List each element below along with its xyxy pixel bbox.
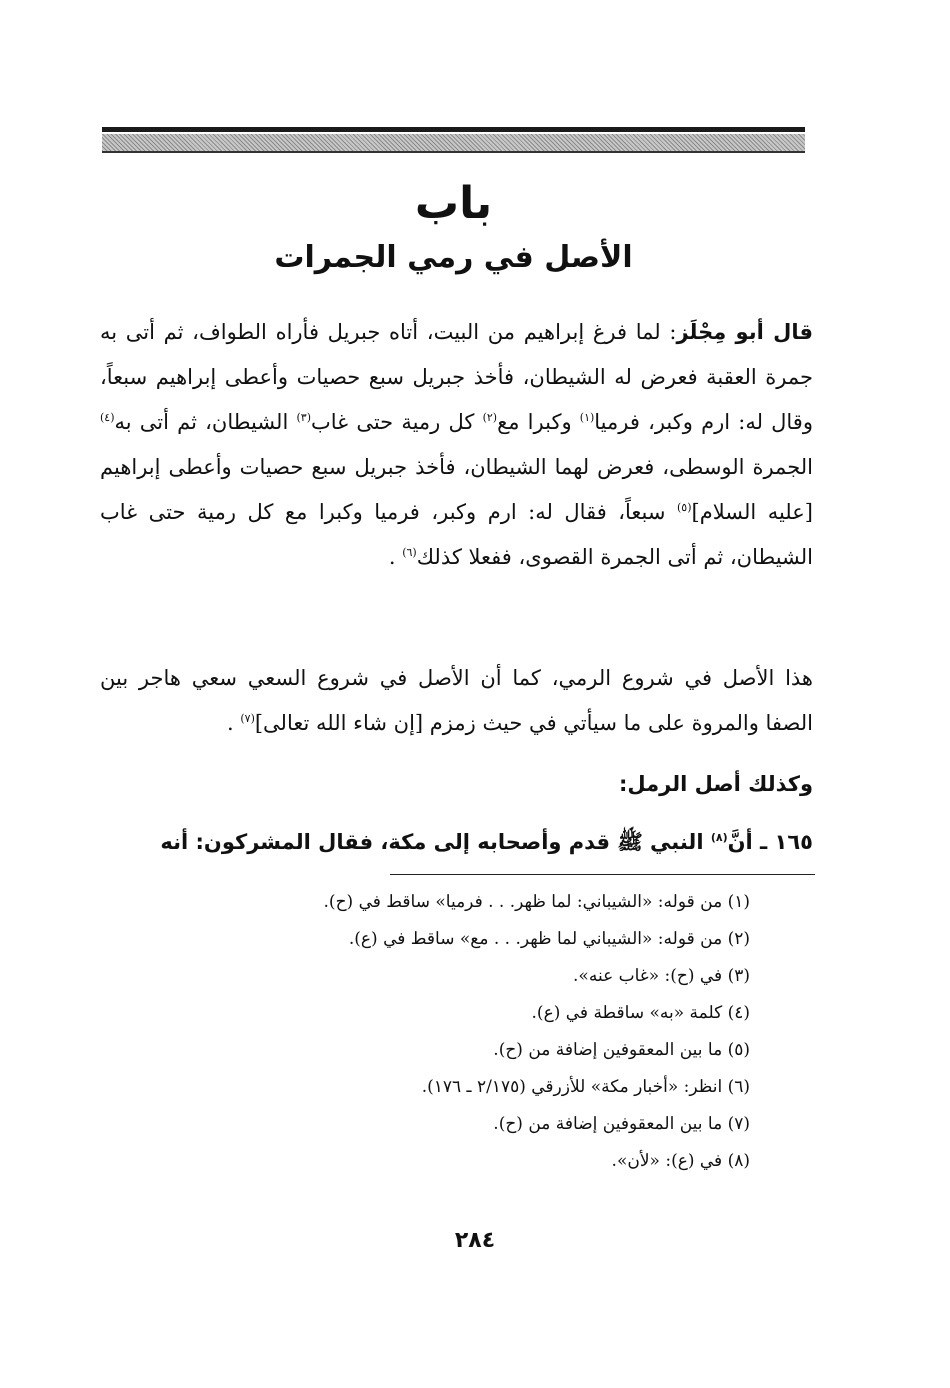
narration-text: . [388,545,403,569]
footnote-item: (٧) ما بين المعقوفين إضافة من (ح). [493,1114,750,1134]
footnote-item: (٦) انظر: «أخبار مكة» للأزرقي (٢/١٧٥ ـ ١٧٦). [421,1077,750,1097]
narration-text: كل رمية حتى غاب [310,410,483,434]
chapter-title: الأصل في رمي الجمرات [274,240,633,275]
commentary-paragraph [100,656,813,746]
footnote-item: (١) من قوله: «الشيباني: لما ظهر. . . فرميا» ساقط في (ح). [323,892,750,912]
footnote-divider [390,874,815,875]
section-intro: وكذلك أصل الرمل: [619,772,813,796]
narrator-name: قال أبو مِجْلَز [676,320,813,344]
footnote-ref: (٣) [296,411,311,424]
footnote-ref: (١) [579,411,595,424]
commentary-text: . [226,711,241,735]
page-number: ٢٨٤ [454,1228,496,1253]
footnote-item: (٤) كلمة «به» ساقطة في (ع). [531,1003,750,1023]
hadith-paragraph [100,820,813,865]
commentary-text: هذا الأصل في شروع الرمي، كما أن الأصل في شروع السعي سعي هاجر بين الصفا والمروة على ما سيأتي في حيث زمزم [إن شاء الله تعالى] [100,666,813,735]
footnote-item: (٨) في (ع): «لأن». [611,1151,750,1171]
narration-text: الشيطان، ثم أتى به [114,410,297,434]
footnote-ref: (٤) [100,411,115,424]
footnote-ref: (٨) [710,831,728,844]
hadith-text: ١٦٥ ـ أنَّ [727,830,813,854]
header-rule-line [102,127,805,132]
chapter-label: باب [414,178,493,229]
hadith-text: النبي ﷺ قدم وأصحابه إلى مكة، فقال المشركون: أنه [160,830,711,854]
footnote-ref: (٧) [240,712,255,725]
narration-text: : لما فرغ إبراهيم من البيت، أتاه جبريل فأراه الطواف، ثم أتى به جمرة العقبة فعرض له الشيطان، فأخذ جبريل سبع حصيات وأعطى إبراهيم سبعاً، وقال له: ارم وكبر، فرميا [100,320,813,434]
header-rule-band [102,134,805,153]
footnotes-list [250,884,750,1180]
narration-text: وكبرا مع [497,410,580,434]
narration-text: الجمرة الوسطى، فعرض لهما الشيطان، فأخذ جبريل سبع حصيات وأعطى إبراهيم [عليه السلام] [100,455,813,524]
footnote-item: (٢) من قوله: «الشيباني لما ظهر. . . مع» ساقط في (ع). [348,929,750,949]
footnote-item: (٥) ما بين المعقوفين إضافة من (ح). [493,1040,750,1060]
footnote-ref: (٥) [677,501,692,514]
narration-text: سبعاً، فقال له: ارم وكبر، فرميا وكبرا مع كل رمية حتى غاب الشيطان، ثم أتى الجمرة القصوى، ففعلا كذلك [100,500,813,569]
footnote-ref: (٦) [402,546,417,559]
narration-paragraph [100,310,813,580]
footnote-item: (٣) في (ح): «غاب عنه». [573,966,750,986]
footnote-ref: (٢) [482,411,498,424]
